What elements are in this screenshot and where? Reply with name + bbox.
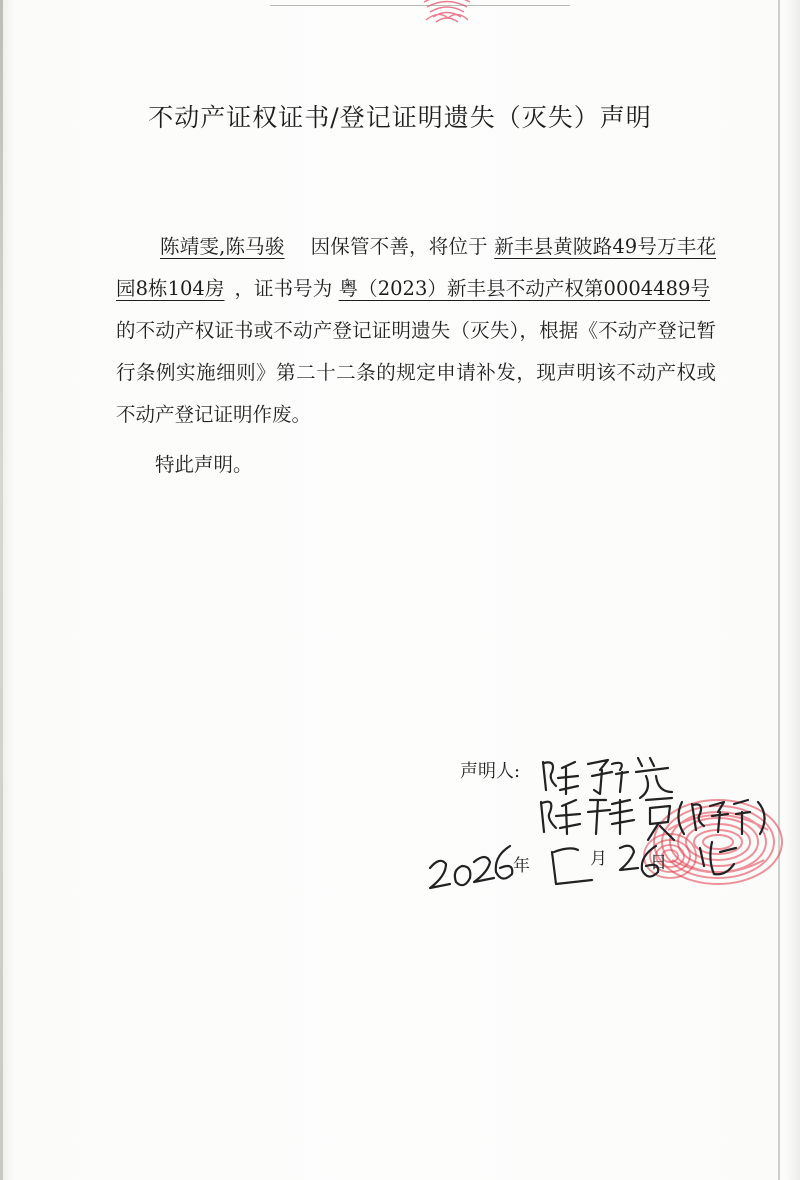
certificate-intro: ，证书号为 <box>234 277 333 300</box>
certificate-number-part-1: 粤（2023）新丰县不动 <box>338 277 545 300</box>
address-part-1: 新丰县黄陂路 <box>494 235 613 258</box>
declarant-label: 声明人: <box>460 761 521 782</box>
reason-text: 因保管不善，将位于 <box>310 235 488 258</box>
date-year-label: 年 <box>513 856 530 876</box>
certificate-number-part-2: 产权第0004489号 <box>544 277 710 300</box>
closing-statement: 特此声明。 <box>155 453 253 476</box>
address-part-2: 49号万丰花园8栋104房 <box>116 235 716 300</box>
declaration-continuation: 的不动产权证书或不动产登记证明遗失（灭失），根据《不动产登记暂行条例实施细则》第二十二条的规定申请补发，现声明该不动产权或不动产登记证明作废。 <box>116 319 716 426</box>
date-day-label: 日 <box>650 853 667 873</box>
applicant-names: 陈靖雯,陈马骏 <box>160 235 285 258</box>
date-month-label: 月 <box>590 849 607 869</box>
document-title: 不动产证权证书/登记证明遗失（灭失）声明 <box>148 103 652 132</box>
